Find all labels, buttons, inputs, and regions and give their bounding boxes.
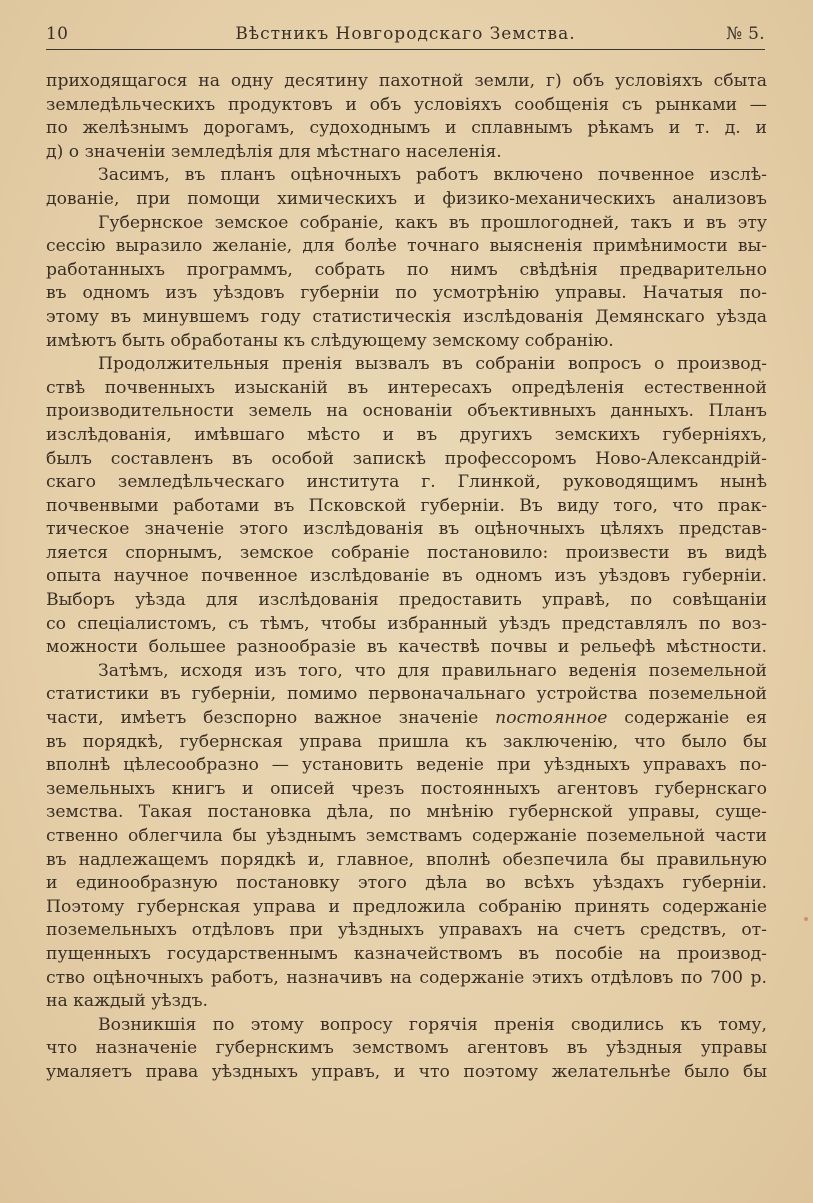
text-line: ляется спорнымъ, земское собраніе постановило: произвести въ видѣ: [46, 542, 767, 563]
text-line: тическое значеніе этого изслѣдованія въ оцѣночныхъ цѣляхъ представ-: [46, 519, 767, 540]
text-line: можности большее разнообразіе въ качествѣ почвы и рельефѣ мѣстности.: [46, 637, 767, 658]
text-line: Губернское земское собраніе, какъ въ прошлогодней, такъ и въ эту: [98, 212, 767, 233]
text-line: [46, 707, 767, 731]
article-body: [46, 70, 767, 1085]
text-fragment: содержаніе ея: [624, 708, 767, 729]
text-line: сессію выразило желаніе, для болѣе точнаго выясненія примѣнимости вы-: [46, 236, 767, 257]
text-line: земельныхъ книгъ и описей чрезъ постоянныхъ агентовъ губернскаго: [46, 778, 767, 799]
text-line: въ порядкѣ, губернская управа пришла къ заключенію, что было бы: [46, 731, 767, 752]
text-line: Возникшія по этому вопросу горячія пренія сводились къ тому,: [98, 1014, 767, 1035]
text-line: дованіе, при помощи химическихъ и физико-механическихъ анализовъ: [46, 188, 767, 209]
text-line: земледѣльческихъ продуктовъ и объ условіяхъ сообщенія съ рынками —: [46, 94, 767, 115]
text-line: былъ составленъ въ особой запискѣ профессоромъ Ново-Александрій-: [46, 448, 767, 469]
running-header: [46, 22, 765, 46]
text-line: Выборъ уѣзда для изслѣдованія предоставить управѣ, по совѣщаніи: [46, 590, 767, 611]
text-line: работанныхъ программъ, собрать по нимъ свѣдѣнія предварительно: [46, 259, 767, 280]
text-line: въ одномъ изъ уѣздовъ губерніи по усмотрѣнію управы. Начатыя по-: [46, 283, 767, 304]
text-line: Затѣмъ, исходя изъ того, что для правильнаго веденія поземельной: [98, 660, 767, 681]
text-line: имѣютъ быть обработаны къ слѣдующему земскому собранію.: [46, 330, 614, 351]
page-number: 10: [46, 24, 69, 44]
text-line: вполнѣ цѣлесообразно — установить веденіе при уѣздныхъ управахъ по-: [46, 755, 767, 776]
emphasized-word: постоянное: [495, 708, 608, 729]
text-line: что назначеніе губернскимъ земствомъ агентовъ въ уѣздныя управы: [46, 1038, 767, 1059]
text-line: этому въ минувшемъ году статистическія изслѣдованія Демянскаго уѣзда: [46, 306, 767, 327]
text-line: ство оцѣночныхъ работъ, назначивъ на содержаніе этихъ отдѣловъ по 700 р.: [46, 967, 767, 988]
text-line: статистики въ губерніи, помимо первоначальнаго устройства поземельной: [46, 684, 767, 705]
text-line: приходящагося на одну десятину пахотной земли, г) объ условіяхъ сбыта: [46, 71, 767, 91]
text-line: изслѣдованія, имѣвшаго мѣсто и въ другихъ земскихъ губерніяхъ,: [46, 424, 767, 445]
text-fragment: части, имѣетъ безспорно важное значеніе: [46, 708, 479, 729]
text-line: умаляетъ права уѣздныхъ управъ, и что поэтому желательнѣе было бы: [46, 1061, 767, 1082]
text-line: д) о значеніи земледѣлія для мѣстнаго населенія.: [46, 141, 502, 162]
text-line: пущенныхъ государственнымъ казначействомъ въ пособіе на производ-: [46, 943, 767, 964]
text-line: на каждый уѣздъ.: [46, 991, 208, 1012]
text-line: производительности земель на основаніи объективныхъ данныхъ. Планъ: [46, 401, 767, 422]
text-line: скаго земледѣльческаго института г. Глинкой, руководящимъ нынѣ: [46, 472, 767, 493]
text-line: поземельныхъ отдѣловъ при уѣздныхъ управахъ на счетъ средствъ, от-: [46, 920, 767, 941]
header-rule: [46, 49, 765, 50]
text-line: со спеціалистомъ, съ тѣмъ, чтобы избранный уѣздъ представлялъ по воз-: [46, 613, 767, 634]
journal-title: Вѣстникъ Новгородскаго Земства.: [235, 24, 576, 44]
text-line: опыта научное почвенное изслѣдованіе въ одномъ изъ уѣздовъ губерніи.: [46, 566, 767, 587]
text-line: въ надлежащемъ порядкѣ и, главное, вполнѣ обезпечила бы правильную: [46, 849, 767, 870]
text-line: почвенвыми работами въ Псковской губерніи. Въ виду того, что прак-: [46, 495, 767, 516]
text-line: по желѣзнымъ дорогамъ, судоходнымъ и сплавнымъ рѣкамъ и т. д. и: [46, 118, 767, 139]
issue-number: № 5.: [726, 24, 765, 44]
ink-spot: [804, 917, 808, 921]
text-line: земства. Такая постановка дѣла, по мнѣнію губернской управы, суще-: [46, 802, 767, 823]
text-line: Засимъ, въ планъ оцѣночныхъ работъ включено почвенное изслѣ-: [98, 165, 767, 186]
text-line: Поэтому губернская управа и предложила собранію принять содержаніе: [46, 896, 767, 917]
text-line: и единообразную постановку этого дѣла во всѣхъ уѣздахъ губерніи.: [46, 873, 767, 894]
text-line: ствѣ почвенныхъ изысканій въ интересахъ опредѣленія естественной: [46, 377, 767, 398]
text-line: Продолжительныя пренія вызвалъ въ собраніи вопросъ о производ-: [98, 354, 767, 375]
text-line: ственно облегчила бы уѣзднымъ земствамъ содержаніе поземельной части: [46, 826, 767, 846]
